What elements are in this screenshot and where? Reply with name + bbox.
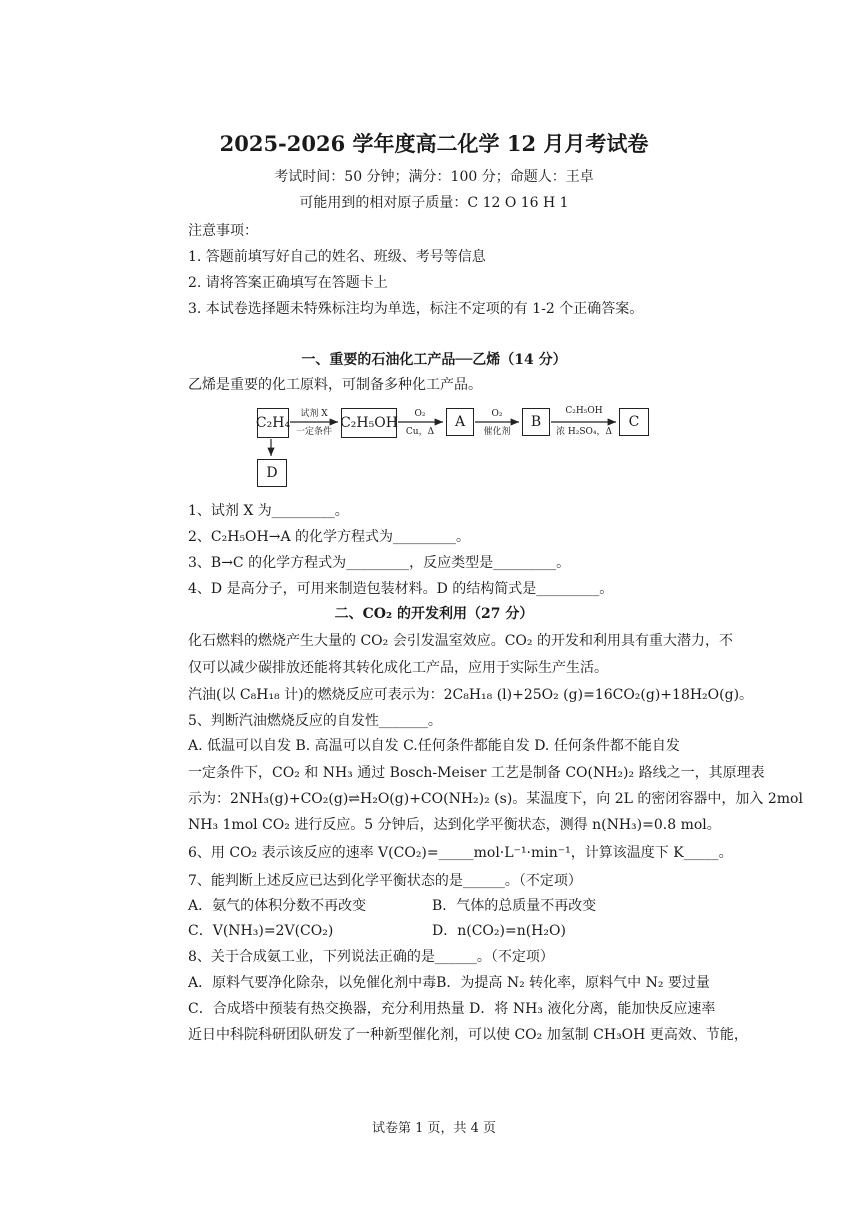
- arrow3-bottom-label: 催化剂: [483, 427, 511, 437]
- question-1: 1、试剂 X 为_________。: [188, 503, 349, 519]
- question-2: 2、C₂H₅OH→A 的化学方程式为_________。: [188, 529, 471, 545]
- section-2-para1-line1: 化石燃料的燃烧产生大量的 CO₂ 会引发温室效应。CO₂ 的开发和利用具有重大潜力，不: [188, 633, 733, 649]
- question-7-option-c: C．V(NH₃)=2V(CO₂): [188, 923, 334, 939]
- section-2-para3-line3: NH₃ 1mol CO₂ 进行反应。5 分钟后，达到化学平衡状态，测得 n(NH₃)=0.8 mol。: [188, 817, 721, 833]
- box-d: D: [257, 459, 287, 487]
- section-2-title: 二、CO₂ 的开发利用（27 分）: [334, 606, 534, 622]
- section-2-para3-line1: 一定条件下，CO₂ 和 NH₃ 通过 Bosch-Meiser 工艺是制备 CO(NH₂)₂ 路线之一，其原理表: [188, 765, 765, 781]
- question-3: 3、B→C 的化学方程式为_________，反应类型是_________。: [188, 555, 571, 571]
- section-1-intro: 乙烯是重要的化工原料，可制备多种化工产品。: [188, 377, 482, 393]
- question-4: 4、D 是高分子，可用来制造包装材料。D 的结构简式是_________。: [188, 581, 614, 597]
- question-7-option-a: A．氨气的体积分数不再改变: [188, 898, 367, 914]
- box-a: A: [446, 408, 474, 436]
- arrow2-bottom-label: Cu，Δ: [405, 427, 435, 437]
- arrow4-bottom-label: 浓 H₂SO₄，Δ: [556, 427, 612, 437]
- exam-info: 考试时间：50 分钟；满分：100 分；命题人：王卓: [274, 169, 594, 185]
- note-item-2: 2. 请将答案正确填写在答题卡上: [188, 275, 388, 291]
- arrow1-top-label: 试剂 X: [300, 409, 328, 419]
- question-5-options: A. 低温可以自发 B. 高温可以自发 C.任何条件都能自发 D. 任何条件都不能自发: [188, 738, 680, 754]
- arrow3-top-label: O₂: [491, 409, 503, 419]
- question-8-options-ab: A．原料气要净化除杂，以免催化剂中毒B．为提高 N₂ 转化率，原料气中 N₂ 要过量: [188, 975, 710, 991]
- question-6: 6、用 CO₂ 表示该反应的速率 V(CO₂)=_____mol·L⁻¹·min⁻¹，计算该温度下 K_____。: [188, 845, 733, 861]
- note-item-1: 1. 答题前填写好自己的姓名、班级、考号等信息: [188, 249, 486, 265]
- reaction-diagram: [0, 0, 868, 500]
- question-7-option-d: D．n(CO₂)=n(H₂O): [432, 923, 566, 939]
- section-2-para2: 汽油(以 C₈H₁₈ 计)的燃烧反应可表示为：2C₈H₁₈ (l)+25O₂ (g)=16CO₂(g)+18H₂O(g)。: [188, 687, 754, 703]
- page-footer: 试卷第 1 页，共 4 页: [371, 1121, 497, 1136]
- arrow4-top-label: C₂H₅OH: [565, 406, 603, 416]
- section-1-title: 一、重要的石油化工产品──乙烯（14 分）: [301, 352, 567, 368]
- section-2-para3-line2: 示为：2NH₃(g)+CO₂(g)⇌H₂O(g)+CO(NH₂)₂ (s)。某温度下，向 2L 的密闭容器中，加入 2mol: [188, 791, 803, 807]
- arrow1-bottom-label: 一定条件: [295, 427, 332, 437]
- arrow2-top-label: O₂: [414, 409, 426, 419]
- question-7-option-b: B．气体的总质量不再改变: [432, 898, 597, 914]
- notes-heading: 注意事项：: [188, 223, 258, 239]
- section-2-para1-line2: 仅可以减少碳排放还能将其转化成化工产品，应用于实际生产生活。: [188, 660, 608, 676]
- atomic-mass-line: 可能用到的相对原子质量：C 12 O 16 H 1: [299, 195, 569, 211]
- box-ethylene: C₂H₄: [257, 408, 289, 438]
- section-2-para4: 近日中科院科研团队研发了一种新型催化剂，可以使 CO₂ 加氢制 CH₃OH 更高效、节能，: [188, 1027, 748, 1043]
- question-5: 5、判断汽油燃烧反应的自发性_______。: [188, 713, 442, 729]
- box-ethanol: C₂H₅OH: [341, 408, 397, 438]
- box-c: C: [619, 408, 649, 436]
- note-item-3: 3. 本试卷选择题未特殊标注均为单选，标注不定项的有 1-2 个正确答案。: [188, 301, 644, 317]
- box-b: B: [522, 408, 550, 436]
- question-8: 8、关于合成氨工业，下列说法正确的是______。（不定项）: [188, 949, 554, 965]
- exam-title: 2025-2026 学年度高二化学 12 月月考试卷: [219, 131, 649, 156]
- question-8-options-cd: C．合成塔中预装有热交换器，充分利用热量 D．将 NH₃ 液化分离，能加快反应速率: [188, 1001, 716, 1017]
- question-7: 7、能判断上述反应已达到化学平衡状态的是______。（不定项）: [188, 873, 582, 889]
